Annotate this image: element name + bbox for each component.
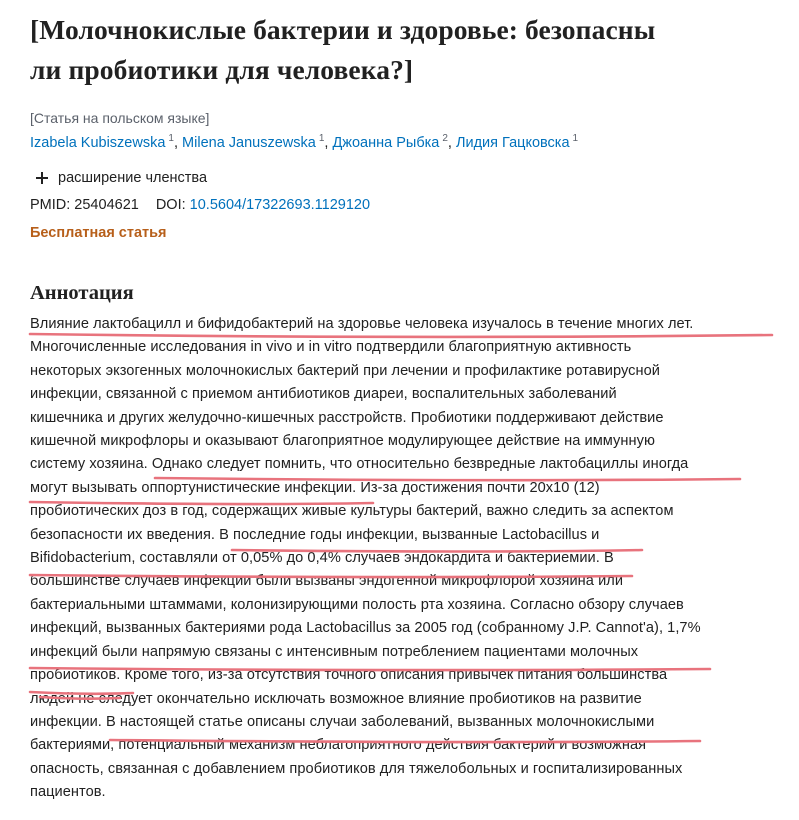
doi-label: DOI: (155, 196, 186, 213)
abstract-line: большинстве случаев инфекции были вызваны эндогенной микрофлорой хозяина или (30, 573, 624, 590)
author-link[interactable]: Milena Januszewska (182, 134, 316, 151)
abstract-line: инфекций, вызванных бактериями рода Lactobacillus за 2005 год (собранному J.P. Cannot'a), 1,7% (30, 620, 701, 637)
author-separator: , (173, 134, 179, 151)
author-link[interactable]: Izabela Kubiszewska (30, 134, 166, 151)
abstract-line: опасность, связанная с добавлением пробиотиков для тяжелобольных и госпитализированных (30, 760, 683, 777)
doi-link[interactable]: 10.5604/17322693.1129120 (189, 196, 371, 213)
abstract-line: кишечной микрофлоры и оказывают благоприятное модулирующее действие на иммунную (30, 433, 655, 450)
author-link[interactable]: Лидия Гацковска (455, 134, 570, 151)
affiliation-sup[interactable]: 1 (168, 133, 174, 144)
article-title (30, 0, 790, 90)
author-list (30, 128, 790, 154)
abstract-line: Многочисленные исследования in vivo и in vitro подтвердили благоприятную активность (30, 339, 632, 356)
article-identifiers (30, 194, 790, 216)
abstract-line: Bifidobacterium, составляли от 0,05% до 0,4% случаев эндокардита и бактериемии. В (30, 550, 614, 567)
article-page (30, 0, 790, 308)
abstract-line: инфекций были напрямую связаны с интенсивным потреблением пациентами молочных (30, 643, 639, 660)
abstract-line: систему хозяина. Однако следует помнить, что относительно безвредные лактобациллы иногда (30, 456, 689, 473)
abstract-line: некоторых экзогенных молочнокислых бактерий при лечении и профилактике ротавирусной (30, 362, 660, 379)
abstract-line: Влияние лактобацилл и бифидобактерий на здоровье человека изучалось в течение многих лет. (30, 316, 694, 332)
abstract-line: людей не следует окончательно исключать возможное влияние пробиотиков на развитие (30, 690, 642, 707)
abstract-heading: Аннотация (30, 281, 134, 304)
plus-icon (36, 172, 48, 184)
pmid-label: PMID: 25404621 (30, 196, 139, 213)
abstract-line: кишечника и других желудочно-кишечных расстройств. Пробиотики поддерживают действие (30, 409, 664, 426)
expand-affiliations-button[interactable] (30, 167, 207, 189)
expand-affiliations-label: расширение членства (58, 169, 208, 186)
language-note: [Статья на польском языке] (30, 110, 210, 126)
abstract-line: безопасности их введения. В последние годы инфекции, вызванные Lactobacillus и (30, 526, 600, 543)
affiliation-sup[interactable]: 2 (442, 133, 448, 144)
author-separator: , (324, 134, 329, 151)
free-article-badge: Бесплатная статья (30, 224, 167, 241)
author-separator: , (447, 134, 452, 151)
abstract-line: пациентов. (30, 784, 106, 801)
abstract-line: инфекции, связанной с приемом антибиотиков диареи, воспалительных заболеваний (30, 386, 617, 403)
abstract-line: пробиотических доз в год, содержащих живые культуры бактерий, важно следить за аспектом (30, 503, 674, 520)
abstract-line: инфекции. В настоящей статье описаны случаи заболеваний, вызванных молочнокислыми (30, 713, 655, 730)
abstract-line: бактериями, потенциальный механизм неблагоприятного действия бактерий и возможная (30, 737, 647, 754)
article-title-line: ли пробиотики для человека?] (30, 54, 414, 85)
affiliation-sup[interactable]: 1 (572, 133, 579, 144)
abstract-line: бактериальными штаммами, колонизирующими полость рта хозяина. Согласно обзору случаев (30, 596, 684, 613)
abstract-line: пробиотиков. Кроме того, из-за отсутствия точного описания привычек питания большинства (30, 667, 668, 684)
affiliation-sup[interactable]: 1 (318, 133, 325, 144)
abstract-text (30, 313, 790, 805)
article-title-line: [Молочнокислые бактерии и здоровье: безопасны (30, 14, 656, 45)
abstract-line: могут вызывать оппортунистические инфекции. Из-за достижения почти 20x10 (12) (30, 479, 600, 496)
author-link[interactable]: Джоанна Рыбка (332, 134, 440, 151)
